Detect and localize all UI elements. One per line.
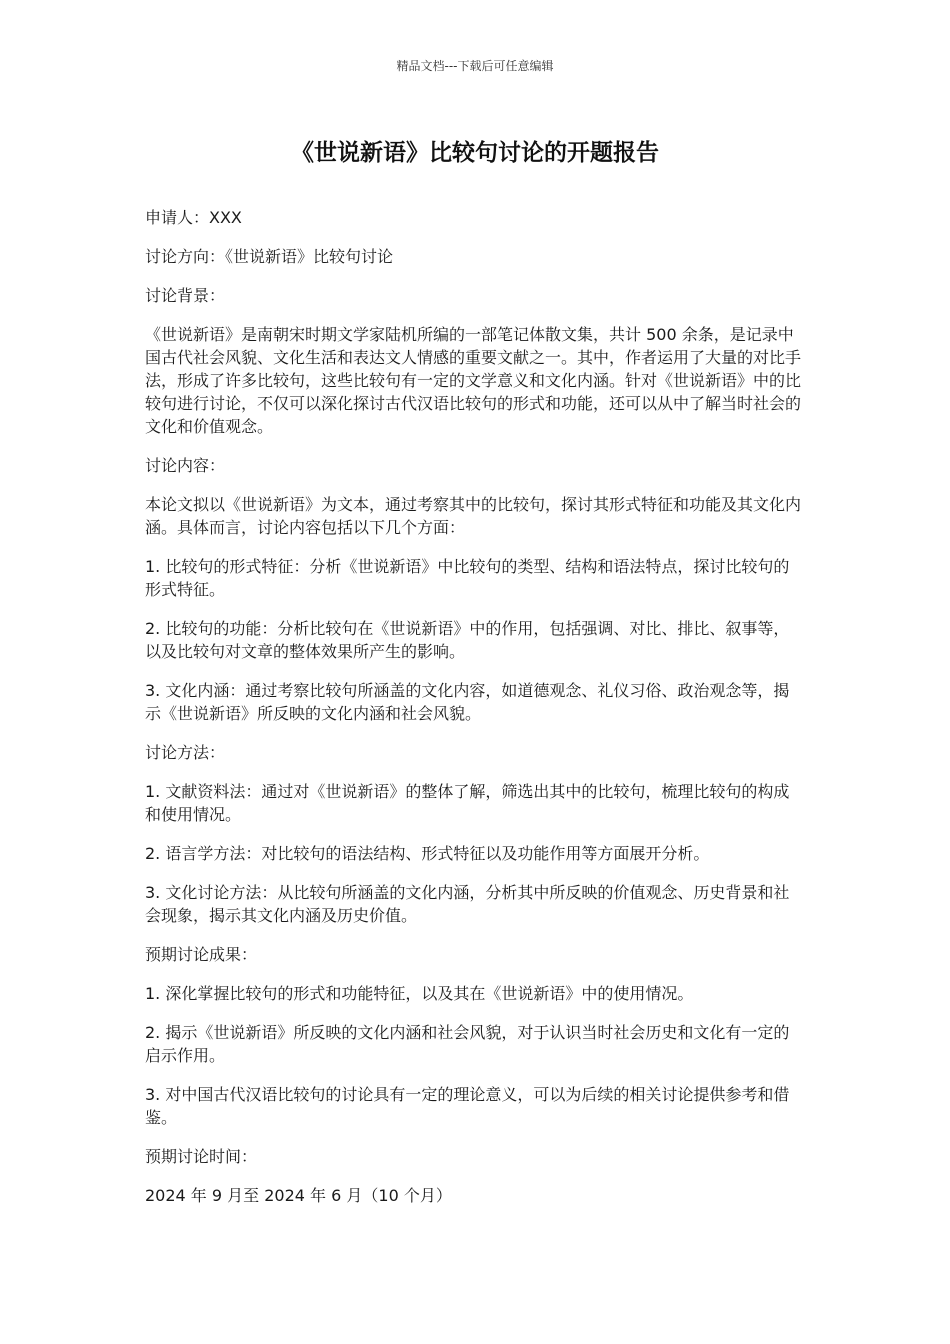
outcome-item-2: 2. 揭示《世说新语》所反映的文化内涵和社会风貌，对于认识当时社会历史和文化有一定的启示作用。: [145, 1023, 790, 1065]
content-item-3: 3. 文化内涵：通过考察比较句所涵盖的文化内容，如道德观念、礼仪习俗、政治观念等，揭示《世说新语》所反映的文化内涵和社会风貌。: [145, 681, 790, 723]
section-heading-outcomes: 预期讨论成果：: [145, 945, 258, 964]
background-paragraph: 《世说新语》是南朝宋时期文学家陆机所编的一部笔记体散文集，共计 500 余条，是记录中国古代社会风貌、文化生活和表达文人情感的重要文献之一。其中，作者运用了大量的对比手法，形成了许多比较句，这些比较句有一定的文学意义和文化内涵。针对《世说新语》中的比较句进行讨论，不仅可以深化探讨古代汉语比较句的形式和功能，还可以从中了解当时社会的文化和价值观念。: [145, 325, 802, 436]
section-heading-timeline: 预期讨论时间：: [145, 1147, 258, 1166]
header-note: 精品文档---下载后可任意编辑: [396, 59, 554, 73]
research-direction-line: 讨论方向：《世说新语》比较句讨论: [145, 247, 394, 266]
timeline-paragraph: 2024 年 9 月至 2024 年 6 月（10 个月）: [145, 1186, 452, 1205]
document-body: [145, 206, 803, 1223]
section-heading-content: 讨论内容：: [145, 456, 226, 475]
section-heading-methods: 讨论方法：: [145, 743, 226, 762]
outcome-item-1: 1. 深化掌握比较句的形式和功能特征，以及其在《世说新语》中的使用情况。: [145, 984, 694, 1003]
method-item-3: 3. 文化讨论方法：从比较句所涵盖的文化内涵，分析其中所反映的价值观念、历史背景和社会现象，揭示其文化内涵及历史价值。: [145, 883, 790, 925]
content-intro-paragraph: 本论文拟以《世说新语》为文本，通过考察其中的比较句，探讨其形式特征和功能及其文化内涵。具体而言，讨论内容包括以下几个方面：: [145, 495, 802, 537]
method-item-1: 1. 文献资料法：通过对《世说新语》的整体了解，筛选出其中的比较句，梳理比较句的构成和使用情况。: [145, 782, 790, 824]
method-item-2: 2. 语言学方法：对比较句的语法结构、形式特征以及功能作用等方面展开分析。: [145, 844, 710, 863]
page-title: 《世说新语》比较句讨论的开题报告: [291, 140, 659, 166]
content-item-1: 1. 比较句的形式特征：分析《世说新语》中比较句的类型、结构和语法特点，探讨比较句的形式特征。: [145, 557, 790, 599]
section-heading-background: 讨论背景：: [145, 286, 226, 305]
outcome-item-3: 3. 对中国古代汉语比较句的讨论具有一定的理论意义，可以为后续的相关讨论提供参考和借鉴。: [145, 1085, 790, 1127]
applicant-line: 申请人：XXX: [145, 208, 242, 227]
content-item-2: 2. 比较句的功能：分析比较句在《世说新语》中的作用，包括强调、对比、排比、叙事等，以及比较句对文章的整体效果所产生的影响。: [145, 619, 790, 661]
